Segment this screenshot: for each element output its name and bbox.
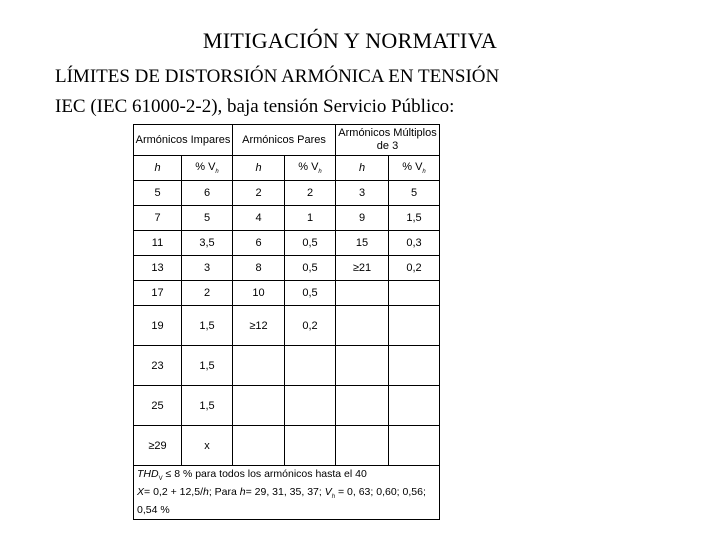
empty-cell — [389, 281, 440, 306]
group-header-even: Armónicos Pares — [233, 125, 336, 156]
slide-title: MITIGACIÓN Y NORMATIVA — [202, 28, 498, 53]
table-row — [134, 206, 440, 231]
empty-cell — [389, 386, 440, 426]
empty-cell — [285, 386, 336, 426]
col-pct-odd: % $V_h$ — [182, 156, 233, 181]
odd-h: 11 — [134, 231, 182, 256]
group-header-odd: Armónicos Impares — [134, 125, 233, 156]
col-h-triplen: h — [336, 156, 389, 181]
empty-cell — [389, 346, 440, 386]
table-footnote: $THD_V \le 8$ % para todos los armónicos hasta el 40 X= 0,2 + 12,5/h; Para h= 29, 31, 35, 37; $V_h = 0$, 63; 0,60; 0,56; 0,54 % — [134, 466, 440, 520]
empty-cell — [233, 386, 285, 426]
odd-h: 13 — [134, 256, 182, 281]
table-row — [134, 181, 440, 206]
empty-cell — [336, 306, 389, 346]
odd-v: 3,5 — [182, 231, 233, 256]
odd-h: 7 — [134, 206, 182, 231]
triplen-v: 5 — [389, 181, 440, 206]
even-h: 6 — [233, 231, 285, 256]
empty-cell — [233, 426, 285, 466]
odd-v: 6 — [182, 181, 233, 206]
triplen-h: 3 — [336, 181, 389, 206]
odd-v: 3 — [182, 256, 233, 281]
empty-cell — [336, 281, 389, 306]
empty-cell — [336, 346, 389, 386]
empty-cell — [233, 346, 285, 386]
odd-h: 19 — [134, 306, 182, 346]
col-h-even: h — [233, 156, 285, 181]
even-v: 2 — [285, 181, 336, 206]
triplen-h: ≥21 — [336, 256, 389, 281]
empty-cell — [285, 346, 336, 386]
odd-h: 23 — [134, 346, 182, 386]
even-h: 2 — [233, 181, 285, 206]
even-v: 1 — [285, 206, 336, 231]
table-row — [134, 281, 440, 306]
table-row — [134, 306, 440, 346]
harmonic-limits-table — [133, 124, 440, 520]
table-row — [134, 386, 440, 426]
column-header-row — [134, 156, 440, 181]
odd-h: 17 — [134, 281, 182, 306]
empty-cell — [389, 426, 440, 466]
odd-v: 1,5 — [182, 386, 233, 426]
triplen-v: 0,3 — [389, 231, 440, 256]
odd-v: 1,5 — [182, 346, 233, 386]
empty-cell — [285, 426, 336, 466]
empty-cell — [336, 426, 389, 466]
even-v: 0,5 — [285, 281, 336, 306]
even-v: 0,5 — [285, 231, 336, 256]
note-row — [134, 466, 440, 520]
even-h: 4 — [233, 206, 285, 231]
even-h: ≥12 — [233, 306, 285, 346]
even-h: 8 — [233, 256, 285, 281]
table-row — [134, 256, 440, 281]
table-row — [134, 426, 440, 466]
subtitle-line-2: IEC (IEC 61000-2-2), baja tensión Servicio Público: — [55, 96, 455, 117]
odd-h: 5 — [134, 181, 182, 206]
odd-h: 25 — [134, 386, 182, 426]
empty-cell — [336, 386, 389, 426]
subtitle-line-1: LÍMITES DE DISTORSIÓN ARMÓNICA EN TENSIÓN — [55, 66, 500, 87]
col-pct-triplen: % $V_h$ — [389, 156, 440, 181]
group-header-row — [134, 125, 440, 156]
triplen-h: 15 — [336, 231, 389, 256]
odd-v: x — [182, 426, 233, 466]
odd-h: ≥29 — [134, 426, 182, 466]
odd-v: 5 — [182, 206, 233, 231]
table-row — [134, 231, 440, 256]
even-v: 0,2 — [285, 306, 336, 346]
even-v: 0,5 — [285, 256, 336, 281]
col-h-odd: h — [134, 156, 182, 181]
even-h: 10 — [233, 281, 285, 306]
empty-cell — [389, 306, 440, 346]
group-header-triplen: Armónicos Múltiplos de 3 — [336, 125, 440, 156]
triplen-v: 1,5 — [389, 206, 440, 231]
odd-v: 1,5 — [182, 306, 233, 346]
triplen-v: 0,2 — [389, 256, 440, 281]
odd-v: 2 — [182, 281, 233, 306]
col-pct-even: % $V_h$ — [285, 156, 336, 181]
table-row — [134, 346, 440, 386]
triplen-h: 9 — [336, 206, 389, 231]
